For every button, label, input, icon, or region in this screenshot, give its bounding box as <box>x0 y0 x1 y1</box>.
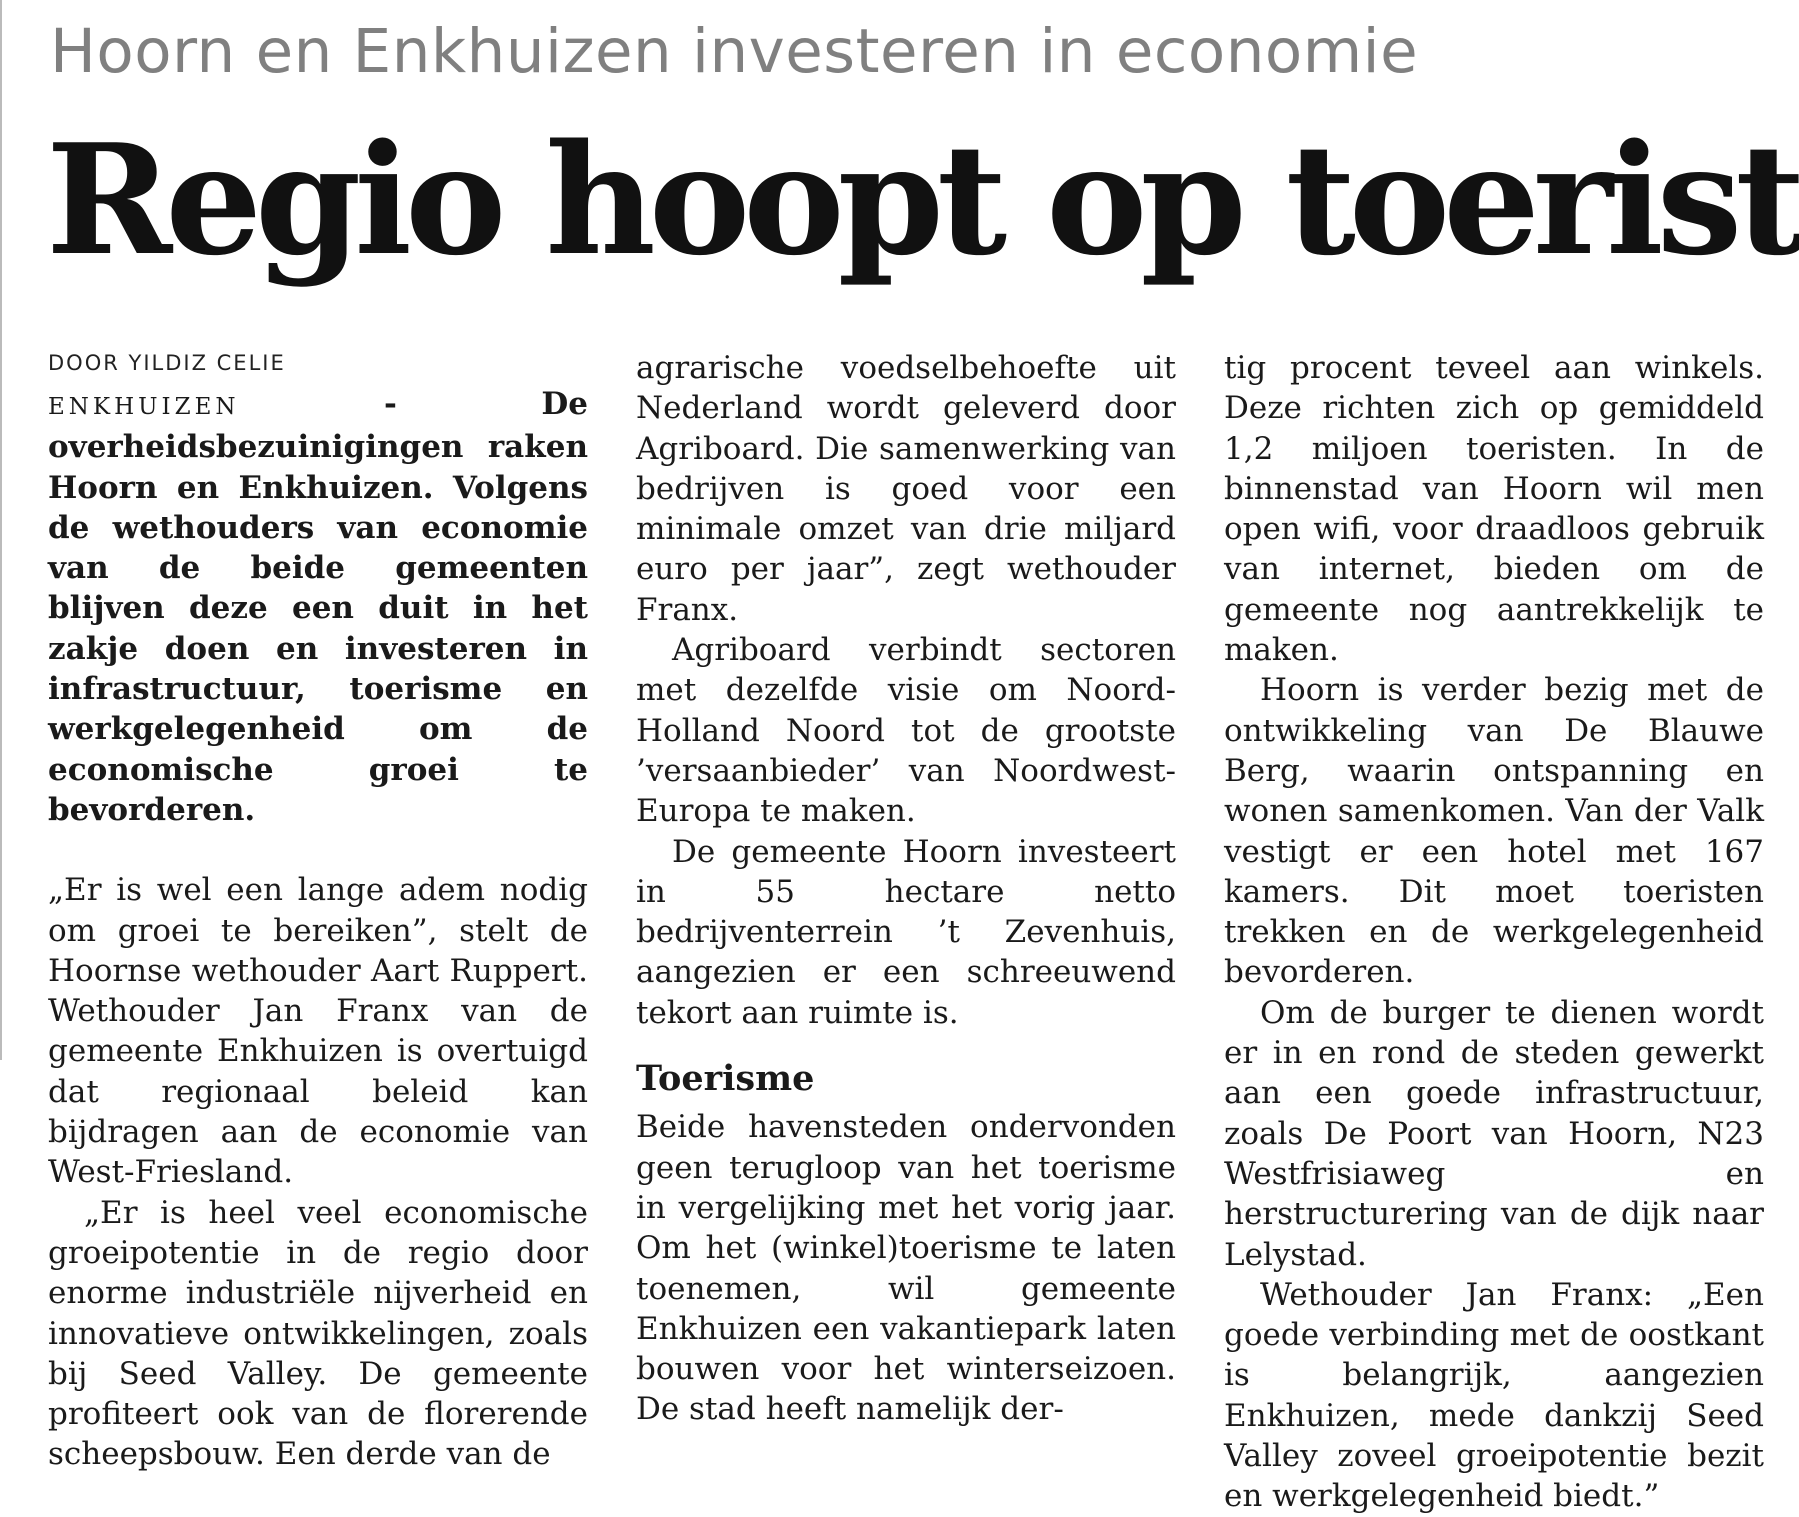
body-paragraph: agrarische voedselbehoefte uit Nederland wordt geleverd door Agriboard. Die samenwerking van bedrijven is goed voor een minimale omzet van drie miljard euro per jaar”, zegt wethouder Franx. <box>636 350 1176 628</box>
body-paragraph: tig procent teveel aan winkels. Deze richten zich op gemiddeld 1,2 miljoen toeristen. In de binnenstad van Hoorn wil men open wifi, voor draadloos gebruik van internet, bieden om de gemeente nog aantrekkelijk te maken. <box>1224 350 1764 669</box>
body-paragraph: Hoorn is verder bezig met de ontwikkeling van De Blauwe Berg, waarin ontspanning en wonen samenkomen. Van der Valk vestigt er een hotel met 167 kamers. Dit moet toeristen trekken en de werkgelegenheid bevorderen. <box>1224 672 1764 991</box>
body-paragraph: Wethouder Jan Franx: „Een goede verbinding met de oostkant is belangrijk, aangezien Enkhuizen, mede dankzij Seed Valley zoveel groeipotentie bezit en werkgelegenheid biedt.” <box>1224 1276 1764 1515</box>
body-paragraph: De gemeente Hoorn investeert in 55 hectare netto bedrijventerrein ’t Zevenhuis, aangezien er een schreeuwend tekort aan ruimte is. <box>636 833 1176 1031</box>
section-subhead: Toerisme <box>636 1058 815 1100</box>
article-headline: Regio hoopt op toerist <box>46 110 1799 289</box>
article-intro-text: - De overheidsbezuinigingen raken Hoorn en Enkhuizen. Volgens de wethouders van economie van de beide gemeenten blijven deze een duit in het zakje doen en investeren in infrastructuur, toerisme en werkgelegenheid om de economische groei te bevorderen. <box>48 386 588 828</box>
article-byline: DOOR YILDIZ CELIE <box>48 351 286 375</box>
article-dateline: ENKHUIZEN <box>48 394 240 420</box>
article-intro <box>48 384 588 830</box>
body-paragraph: Agriboard verbindt sectoren met dezelfde visie om Noord-Holland Noord tot de grootste ’versaanbieder’ van Noordwest-Europa te maken. <box>636 632 1176 830</box>
body-paragraph: „Er is heel veel economische groeipotentie in de regio door enorme industriële nijverheid en innovatieve ontwikkelingen, zoals bij Seed Valley. De gemeente profiteert ook van de florerende scheepsbouw. Een derde van de <box>48 1194 588 1473</box>
article-column-3 <box>1224 348 1764 1517</box>
article-column-2 <box>636 348 1176 1430</box>
article-column-1 <box>48 348 588 1475</box>
body-paragraph: „Er is wel een lange adem nodig om groei te bereiken”, stelt de Hoornse wethouder Aart Ruppert. Wethouder Jan Franx van de gemeente Enkhuizen is overtuigd dat regionaal beleid kan bijdragen aan de economie van West-Friesland. <box>48 872 588 1191</box>
page-edge-line <box>0 0 2 1060</box>
article-kicker: Hoorn en Enkhuizen investeren in economie <box>50 16 1419 87</box>
body-paragraph: Om de burger te dienen wordt er in en rond de steden gewerkt aan een goede infrastructuur, zoals De Poort van Hoorn, N23 Westfrisiaweg en herstructurering van de dijk naar Lelystad. <box>1224 994 1764 1273</box>
body-paragraph: Beide havensteden ondervonden geen terugloop van het toerisme in vergelijking met het vorig jaar. Om het (winkel)toerisme te laten toenemen, wil gemeente Enkhuizen een vakantiepark laten bouwen voor het winterseizoen. De stad heeft namelijk der- <box>636 1109 1176 1428</box>
